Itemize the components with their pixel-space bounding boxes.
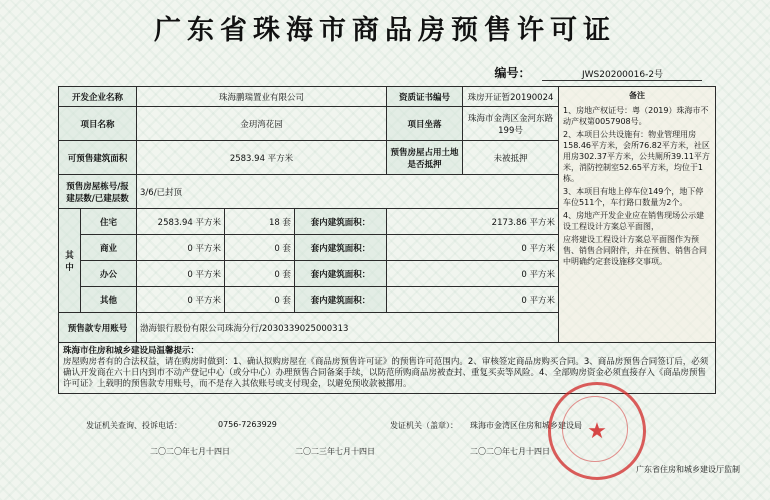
use-area: 0 平方米 <box>137 261 225 287</box>
breakdown-group-label: 其中 <box>59 209 81 313</box>
building-value: 3/6/已封顶 <box>137 175 559 209</box>
remark-item: 应将建设工程设计方案总平面图作为预售、销售合同附件，并在预售、销售合同中明确约定套设施移交事项。 <box>563 235 708 266</box>
official-seal <box>548 382 646 480</box>
remark-item: 2、本项目公共设施有：物业管理用房158.46平方米，会所76.82平方米，社区用房302.37平方米，公共厕所39.11平方米，消防控制室52.65平方米，均位于1栋。 <box>563 130 710 183</box>
expiry-date: 二〇二三年七月十四日 <box>295 447 375 456</box>
tips-text: 房屋购房者有的合法权益，请在购房时做到：1、确认拟购房屋在《商品房预售许可证》的预售许可范围内。2、审核签定商品房购买合同。3、商品房预售合同签订后，必须确认开发商在六十日内到市不动产登记中心（或分中心）办理预售合同备案手续，以防范所购商品房被查封、重复买卖等风险。4、全部购房资金必须直接存入《商品房预售许可证》上载明的预售款专用账号，而不是存入其依账号或支付现金，以避免预收款被挪用。 <box>63 357 709 389</box>
account-label: 预售款专用账号 <box>59 313 137 343</box>
certificate-table <box>58 86 716 394</box>
use-area: 0 平方米 <box>137 287 225 313</box>
building-label: 预售房屋栋号/报建层数/已建层数 <box>59 175 137 209</box>
remarks-panel <box>559 87 716 343</box>
developer-value: 珠海鹏瑞置业有限公司 <box>137 87 387 107</box>
seal-label: 发证机关（盖章）： <box>390 421 458 430</box>
page-title: 广东省珠海市商品房预售许可证 <box>154 15 616 46</box>
use-type: 办公 <box>81 261 137 287</box>
project-label: 项目名称 <box>59 107 137 141</box>
use-type: 商业 <box>81 235 137 261</box>
authority-phone: 0756-7263929 <box>218 420 277 429</box>
account-value: 渤海银行股份有限公司珠海分行/2030339025000313 <box>137 313 559 343</box>
inner-area-label: 套内建筑面积： <box>295 261 387 287</box>
footer-supervisor: 广东省住房和城乡建设厅监制 <box>636 465 740 474</box>
remark-item: 1、房地产权证号：粤（2019）珠海市不动产权第0057908号。 <box>563 106 709 126</box>
area-value: 2583.94 平方米 <box>137 141 387 175</box>
inner-area-value: 0 平方米 <box>387 235 559 261</box>
seal-value: 珠海市金湾区住房和城乡建设局 <box>470 421 582 430</box>
inner-area-value: 0 平方米 <box>387 261 559 287</box>
use-units: 18 套 <box>225 209 295 235</box>
use-units: 0 套 <box>225 235 295 261</box>
number-label: 编号： <box>494 66 531 80</box>
number-value: JWS20200016-2号 <box>542 67 702 81</box>
location-value: 珠海市金湾区金河东路199号 <box>463 107 559 141</box>
issue-date: 二〇二〇年七月十四日 <box>150 447 230 456</box>
inner-area-label: 套内建筑面积： <box>295 287 387 313</box>
authority-label: 发证机关查询、投诉电话： <box>86 421 182 430</box>
use-type: 其他 <box>81 287 137 313</box>
area-label: 可预售建筑面积 <box>59 141 137 175</box>
use-area: 0 平方米 <box>137 235 225 261</box>
project-value: 金玥湾花园 <box>137 107 387 141</box>
use-units: 0 套 <box>225 287 295 313</box>
occupied-value: 未被抵押 <box>463 141 559 175</box>
cert-no-label: 资质证书编号 <box>387 87 463 107</box>
tips-header: 珠海市住房和城乡建设局温馨提示： <box>63 346 200 356</box>
use-type: 住宅 <box>81 209 137 235</box>
inner-area-value: 0 平方米 <box>387 287 559 313</box>
seal-date: 二〇二〇年七月十四日 <box>470 447 550 456</box>
use-units: 0 套 <box>225 261 295 287</box>
use-area: 2583.94 平方米 <box>137 209 225 235</box>
inner-area-label: 套内建筑面积： <box>295 209 387 235</box>
remark-item: 3、本项目有地上停车位149个，地下停车位511个，车行路口数量为2个。 <box>563 187 704 207</box>
developer-label: 开发企业名称 <box>59 87 137 107</box>
cert-no-value: 珠房开证暂20190024 <box>463 87 559 107</box>
occupied-label: 预售房屋占用土地是否抵押 <box>387 141 463 175</box>
inner-area-value: 2173.86 平方米 <box>387 209 559 235</box>
location-label: 项目坐落 <box>387 107 463 141</box>
certificate-number <box>494 64 702 81</box>
remarks-header: 备注 <box>629 91 646 100</box>
remark-item: 4、房地产开发企业应在销售现场公示建设工程设计方案总平面图， <box>563 211 705 231</box>
inner-area-label: 套内建筑面积： <box>295 235 387 261</box>
seal-star-icon: ★ <box>587 418 607 444</box>
